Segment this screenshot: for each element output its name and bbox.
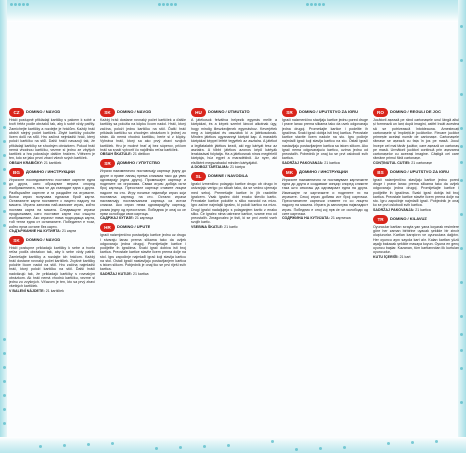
decorative-dot xyxy=(10,3,13,6)
section-title: DOMINO / NÁVOD xyxy=(117,110,152,115)
instruction-column xyxy=(282,108,368,438)
section-header xyxy=(282,168,368,177)
section-title: ДОМИНО / ИНСТРУКЦИИ xyxy=(299,169,348,174)
decorative-dot xyxy=(39,445,42,448)
section-title: DOMINO / UPUTSTVO ZA IGRU xyxy=(390,169,449,174)
decorative-dot xyxy=(387,442,390,445)
decorative-dot xyxy=(3,224,6,227)
box-contents-label: OBSAH ŠKATULE: xyxy=(100,152,132,156)
language-section xyxy=(100,108,186,156)
box-contents xyxy=(282,161,368,165)
decorative-dot xyxy=(3,380,6,383)
decorative-dot xyxy=(460,25,463,28)
decorative-dot xyxy=(3,196,6,199)
section-title: ДОМИНО / ИНСТРУКЦИИ xyxy=(26,169,75,174)
decorative-dot xyxy=(3,394,6,397)
section-header xyxy=(282,108,368,117)
language-badge: TR xyxy=(373,215,388,224)
decorative-dot xyxy=(174,3,177,6)
language-badge: SR xyxy=(282,108,297,117)
decorative-dot xyxy=(3,168,6,171)
section-body: Hráči postupně přikládají kartičky s palcem k sobě a tvoří řetěz podle obrázků tak, aby k sobě vždy patřily. Zamíchejte kartičky a rozdejte je hráčům. Každý hráč obdrží stejný počet kartiček. Zbylé kartičky položte lícem dolů na stůl. Hru začíná nejmladší hráč, který položí kartičku na stůl. Další hráči navazují tak, že přikládají kartičky se shodným obrázkem. Pokud hráč nemá vhodnou kartičku, vezme si jednu ze zbylých kartiček a hra pokračuje dalším hráčem. Vítězem je ten, kdo se jako první zbaví všech svých kartiček. xyxy=(9,118,95,161)
box-contents-value: 21 kartica xyxy=(415,207,431,212)
instruction-column xyxy=(191,108,277,438)
box-contents-label: CONȚINUTUL CUTIEI: xyxy=(373,160,411,165)
section-header xyxy=(100,223,186,232)
decorative-dot xyxy=(203,445,206,448)
language-badge: BG xyxy=(9,168,24,177)
section-header xyxy=(100,159,186,168)
language-section xyxy=(100,159,186,220)
box-contents xyxy=(373,208,459,212)
language-badge: SK xyxy=(9,236,24,245)
section-header xyxy=(373,215,459,224)
section-title: DOMINO / REGULI DE JOC xyxy=(390,110,441,115)
decorative-dot xyxy=(460,281,463,284)
section-title: DOMINE / NAVODILA xyxy=(208,174,248,179)
section-body: Jucătorii așează pe rând cartonașele unul lângă altul și formează un lanț după imagini, astfel încât acestea să se potrivească întotdeauna. Amestecați cartonașele și împărțiți-le jucătorilor. Fiecare jucător primește același număr de cartonașe. Cartonașele rămase se așează cu fața în jos pe masă. Jocul începe cel mai tânăr jucător, care așează un cartonaș pe masă. Următorii jucători continuă prin așezarea cartonașelor cu aceeași imagine. Câștigă cel care rămâne primul fără cartonașe. xyxy=(373,118,459,161)
decorative-dot xyxy=(3,154,6,157)
decorative-dot xyxy=(460,401,463,404)
decorative-dot xyxy=(411,441,414,444)
language-badge: SK xyxy=(100,108,115,117)
box-contents-value: 21 карти xyxy=(61,228,77,233)
decorative-dot xyxy=(343,446,346,449)
box-contents xyxy=(282,216,368,220)
language-section xyxy=(282,108,368,165)
decorative-dot xyxy=(460,59,463,62)
section-body: A játékosok felváltva helyezik egymás mellé a kártyákat, és a képek szerint láncot alkotnak úgy, hogy mindig illeszkedjenek egymáshoz. Keverjétek meg a kártyákat és osszátok ki a játékosoknak. Minden játékos ugyanannyi kártyát kap. A maradék kártyákat képpel lefelé tegyétek az asztalra. A játékot a legfiatalabb játékos kezdi, aki egy kártyát tesz az asztalra. A többi játékos azonos képű kártyák lerakásával folytatja. Ha a játékosnak nincs megfelelő kártyája, húz egyet a maradékból. Az nyer, aki elsőként megszabadul minden kártyájától. xyxy=(191,118,277,165)
language-section xyxy=(373,168,459,212)
decorative-dot xyxy=(87,443,90,446)
decorative-dot xyxy=(306,3,309,6)
section-header xyxy=(191,108,277,117)
box-contents-value: 21 kartiček xyxy=(43,160,62,165)
decorative-dot xyxy=(162,3,165,6)
section-body: Igralci izmenično polagajo kartice drugo ob drugo in ustvarjajo verigo po slikah tako, da se vedno ujemajo med seboj. Premešajte kartice in jih razdelite igralcem. Vsak igralec dobi enako število kartic. Preostale kartice položite s sliko navzdol na mizo. Igro začne najmlajši igralec, ki položi kartico na mizo. Drugi igralci nadaljujejo s polaganjem kartic z enako sliko. Če igralec nima ustrezne kartice, vzame eno od preostalih. Zmagovalec je tisti, ki se prvi znebi vseh svojih kartic. xyxy=(191,182,277,225)
decorative-dot xyxy=(3,338,6,341)
language-badge: HU xyxy=(191,108,206,117)
language-section xyxy=(9,168,95,233)
box-contents-label: KUTU İÇERİĞİ: xyxy=(373,254,399,259)
decorative-dot xyxy=(18,3,21,6)
section-header xyxy=(9,236,95,245)
instruction-column xyxy=(100,108,186,438)
section-body: Oyuncular kartları sırayla yan yana koyarak resimlere göre her zaman birbirine uyacak şekilde bir zincir oluştururlar. Kartları karıştırın ve oyunculara dağıtın. Her oyuncu aynı sayıda kart alır. Kalan kartları yüzü aşağı bakacak şekilde masaya koyun. Oyuna en genç oyuncu başlar. Kazanan, tüm kartlarından ilk kurtulan oyuncudur. xyxy=(373,224,459,255)
box-contents xyxy=(100,152,186,156)
instruction-column xyxy=(373,108,459,438)
box-contents-label: САДРЖАЈ КУТИЈЕ: xyxy=(100,216,134,220)
decorative-dot xyxy=(460,93,463,96)
instruction-column xyxy=(9,108,95,438)
section-title: ДОМИНО / УПУТСТВО xyxy=(117,161,160,166)
decorative-dot xyxy=(460,333,463,336)
decorative-border-right xyxy=(458,0,466,453)
decorative-dot xyxy=(460,127,463,130)
language-section xyxy=(191,172,277,229)
section-title: DOMINO / NÁVOD xyxy=(26,110,61,115)
section-title: DOMINO / UPUTE xyxy=(117,225,151,230)
decorative-dot xyxy=(435,440,438,443)
decorative-dot xyxy=(460,367,463,370)
decorative-dot xyxy=(460,145,463,148)
decorative-dot xyxy=(166,3,169,6)
decorative-border-top xyxy=(0,0,466,22)
box-contents-value: 21 kart xyxy=(399,254,411,259)
decorative-dot xyxy=(63,444,66,447)
decorative-dot xyxy=(26,3,29,6)
box-contents-label: VSEBINA ŠKATLE: xyxy=(191,224,224,229)
section-body: Играчите наизменично ги поставуваат картичките една до друга и создаваат синџир според сликите така што секогаш да одговараат една на друга. Измешајте ги картичките и поделете ги на играчите. Секој играч добива ист број картички. Преостанатите картички ставете ги со лицето надолу на масата. Играта ја започнува најмладиот играч. Победник е оној кој прв ќе се ослободи од сите картички. xyxy=(282,177,368,216)
box-contents-label: V BALENÍ NÁJDETE: xyxy=(9,288,45,293)
decorative-dot xyxy=(22,3,25,6)
decorative-dot xyxy=(14,3,17,6)
box-contents-value: 21 kártya xyxy=(230,164,245,169)
decorative-dot xyxy=(3,422,6,425)
section-header xyxy=(373,108,459,117)
box-contents-value: 21 kartica xyxy=(324,160,340,165)
decorative-dot xyxy=(3,408,6,411)
language-badge: MK xyxy=(282,168,297,177)
section-body: Играчи наизменично постављају картице једну до друге и праве ланац према сликама тако да увек одговарају једна другој. Промешајте картице и поделите их играчима. Сваки играч добија исти број картица. Преостале картице ставите лицем надоле на сто. Игру почиње најмлађи играч који поставља картицу на сто. Остали играчи настављају постављањем картица са истом сликом. Ако играч нема одговарајућу картицу, узима једну од преосталих. Победник је онај ко се први ослободи свих картица. xyxy=(100,169,186,216)
language-section xyxy=(373,215,459,259)
section-body: Igrači naizmenično stavljaju kartice jednu pored druge i prave lanac prema slikama tako da uvek odgovaraju jedna drugoj. Promešajte kartice i podelite ih igračima. Svaki igrač dobija isti broj kartica. Preostale kartice stavite licem nadole na sto. Igru počinje najmlađi igrač koji stavlja karticu na sto. Ostali igrači nastavljaju postavljanjem kartica sa istom slikom. Ako igrač nema odgovarajuću karticu, uzima jednu od preostalih. Pobednik je onaj ko se prvi oslobodi svih kartica. xyxy=(282,118,368,161)
box-contents xyxy=(100,216,186,220)
decorative-dot xyxy=(227,444,230,447)
box-contents xyxy=(373,161,459,165)
section-body: Každý hráč dostane rovnaký počet kartičiek a ďalšie kartičky sa položia na kôpku lícom nadol. Hráč, ktorý začína, položí jednu kartičku na stôl. Ďalší hráč prikladá kartičku so zhodným obrázkom k jednej zo strán. Ak nemá vhodnú kartičku, berie si z kôpky. Vyhráva hráč, ktorý sa ako prvý zbaví svojich kartičiek. Hru je možné hrať aj bez súperov, pričom hráč sa snaží vytvoriť čo najdlhšiu reťaz kartičiek. xyxy=(100,118,186,152)
decorative-dot xyxy=(322,3,325,6)
box-contents-value: 21 kartičiek xyxy=(45,288,64,293)
box-contents-label: СЪДЪРЖАНИЕ НА КУТИЯТА: xyxy=(9,228,61,233)
section-body: Играчите последователно поставят картите една до друга, като образуват верига според изображенията, така че да съвпадат една с друга. Разбъркайте картите и ги раздайте на играчите. Всеки играч получава еднакъв брой карти. Останалите карти поставете с лицето надолу на масата. Играта започва най-малкият играч, който поставя карта на масата. Следващите играчи продължават, като поставят карти със същото изображение. Ако играчът няма подходяща карта, той тегли една от останалите. Победител е този, който пръв остане без карти. xyxy=(9,177,95,229)
box-contents-label: SADRŽAJ PAKOVANJA: xyxy=(282,160,324,165)
box-contents-label: OBSAH KRABIČKY: xyxy=(9,160,43,165)
box-contents-value: 21 kartica xyxy=(132,271,149,276)
decorative-dot xyxy=(111,442,114,445)
section-header xyxy=(100,108,186,117)
language-section xyxy=(9,108,95,165)
language-badge: BS xyxy=(373,168,388,177)
box-contents xyxy=(9,289,95,293)
language-badge: SL xyxy=(191,172,206,181)
decorative-dot xyxy=(3,366,6,369)
section-header xyxy=(9,108,95,117)
decorative-dot xyxy=(460,349,463,352)
decorative-dot xyxy=(271,440,274,443)
instruction-columns xyxy=(9,108,459,438)
decorative-dot xyxy=(460,179,463,182)
section-header xyxy=(373,168,459,177)
language-badge: CZ xyxy=(9,108,24,117)
decorative-dot xyxy=(3,352,6,355)
section-title: DOMINÓ / ÚTMUTATÓ xyxy=(208,110,250,115)
decorative-dot xyxy=(314,3,317,6)
section-header xyxy=(9,168,95,177)
box-contents-value: 21 dielikov xyxy=(132,152,150,156)
box-contents-label: SADRŽAJ KUTIJE: xyxy=(100,271,132,276)
section-header xyxy=(191,172,277,181)
language-section xyxy=(282,168,368,221)
box-contents xyxy=(191,225,277,229)
decorative-border-bottom xyxy=(0,437,466,453)
section-title: DOMINO / KILAVUZ xyxy=(390,216,427,221)
decorative-dot xyxy=(170,3,173,6)
language-badge: RO xyxy=(373,108,388,117)
decorative-dot xyxy=(318,3,321,6)
language-badge: SR xyxy=(100,159,115,168)
language-badge: HR xyxy=(100,223,115,232)
box-contents xyxy=(373,255,459,259)
box-contents-value: 21 kartic xyxy=(224,224,238,229)
decorative-dot xyxy=(3,140,6,143)
language-section xyxy=(191,108,277,169)
section-body: Hráči postupne prikladajú kartičky k sebe a tvoria reťaz podľa obrázkov tak, aby k sebe vždy patrili. Zamiešajte kartičky a rozdajte ich hráčom. Každý hráč dostane rovnaký počet kartičiek. Zvyšné kartičky položte lícom nadol na stôl. Hru začína najmladší hráč, ktorý položí kartičku na stôl. Ďalší hráči nadväzujú tak, že prikladajú kartičky s rovnakým obrázkom. Ak hráč nemá vhodnú kartičku, vezme si jednu zo zvyšných. Víťazom je ten, kto sa prvý zbaví všetkých kartičiek. xyxy=(9,246,95,289)
language-section xyxy=(100,223,186,276)
box-contents-label: СОДРЖИНА НА КУТИЈАТА: xyxy=(282,216,330,220)
decorative-dot xyxy=(460,315,463,318)
decorative-dot xyxy=(179,446,182,449)
section-body: Igrači naizmjenično postavljaju kartice jednu uz drugu i stvaraju lanac prema slikama tako da uvijek odgovaraju jedna drugoj. Promiješajte kartice i podijelite ih igračima. Svaki igrač dobiva isti broj kartica. Preostale kartice stavite licem prema dolje na stol. Igru započinje najmlađi igrač koji stavlja karticu na stol. Ostali igrači nastavljaju postavljanjem kartica s istom slikom. Pobjednik je onaj tko se prvi riješi svih kartica. xyxy=(100,233,186,272)
section-title: DOMINO / NÁVOD xyxy=(26,238,61,243)
box-contents-label: SADRŽAJ PAKOVANJA: xyxy=(373,207,415,212)
decorative-dot xyxy=(460,247,463,250)
section-title: DOMINO / UPUTSTVO ZA IGRU xyxy=(299,110,358,115)
decorative-dot xyxy=(155,447,158,450)
decorative-dot xyxy=(3,182,6,185)
box-contents xyxy=(100,272,186,276)
box-contents xyxy=(191,165,277,169)
box-contents-value: 21 картица xyxy=(134,216,154,220)
decorative-dot xyxy=(295,448,298,451)
language-section xyxy=(9,236,95,293)
decorative-dot xyxy=(310,3,313,6)
decorative-dot xyxy=(319,447,322,450)
decorative-dot xyxy=(3,126,6,129)
section-body: Igrači naizmjenično stavljaju kartice jednu pored druge i prave lanac prema slikama tako da uvijek odgovaraju jedna drugoj. Promiješajte kartice i podijelite ih igračima. Svaki igrač dobija isti broj kartica. Preostale kartice stavite licem prema dolje na sto. Igru započinje najmlađi igrač. Pobjednik je onaj ko se prvi oslobodi svih kartica. xyxy=(373,177,459,208)
decorative-dot xyxy=(460,161,463,164)
box-contents-label: A DOBOZ TARTALMA: xyxy=(191,164,230,169)
box-contents xyxy=(9,229,95,233)
language-section xyxy=(373,108,459,165)
decorative-dot xyxy=(460,213,463,216)
decorative-dot xyxy=(3,210,6,213)
box-contents xyxy=(9,161,95,165)
box-contents-value: 21 картичка xyxy=(330,216,351,220)
decorative-dot xyxy=(158,3,161,6)
box-contents-value: 21 cartonașe xyxy=(411,160,433,165)
